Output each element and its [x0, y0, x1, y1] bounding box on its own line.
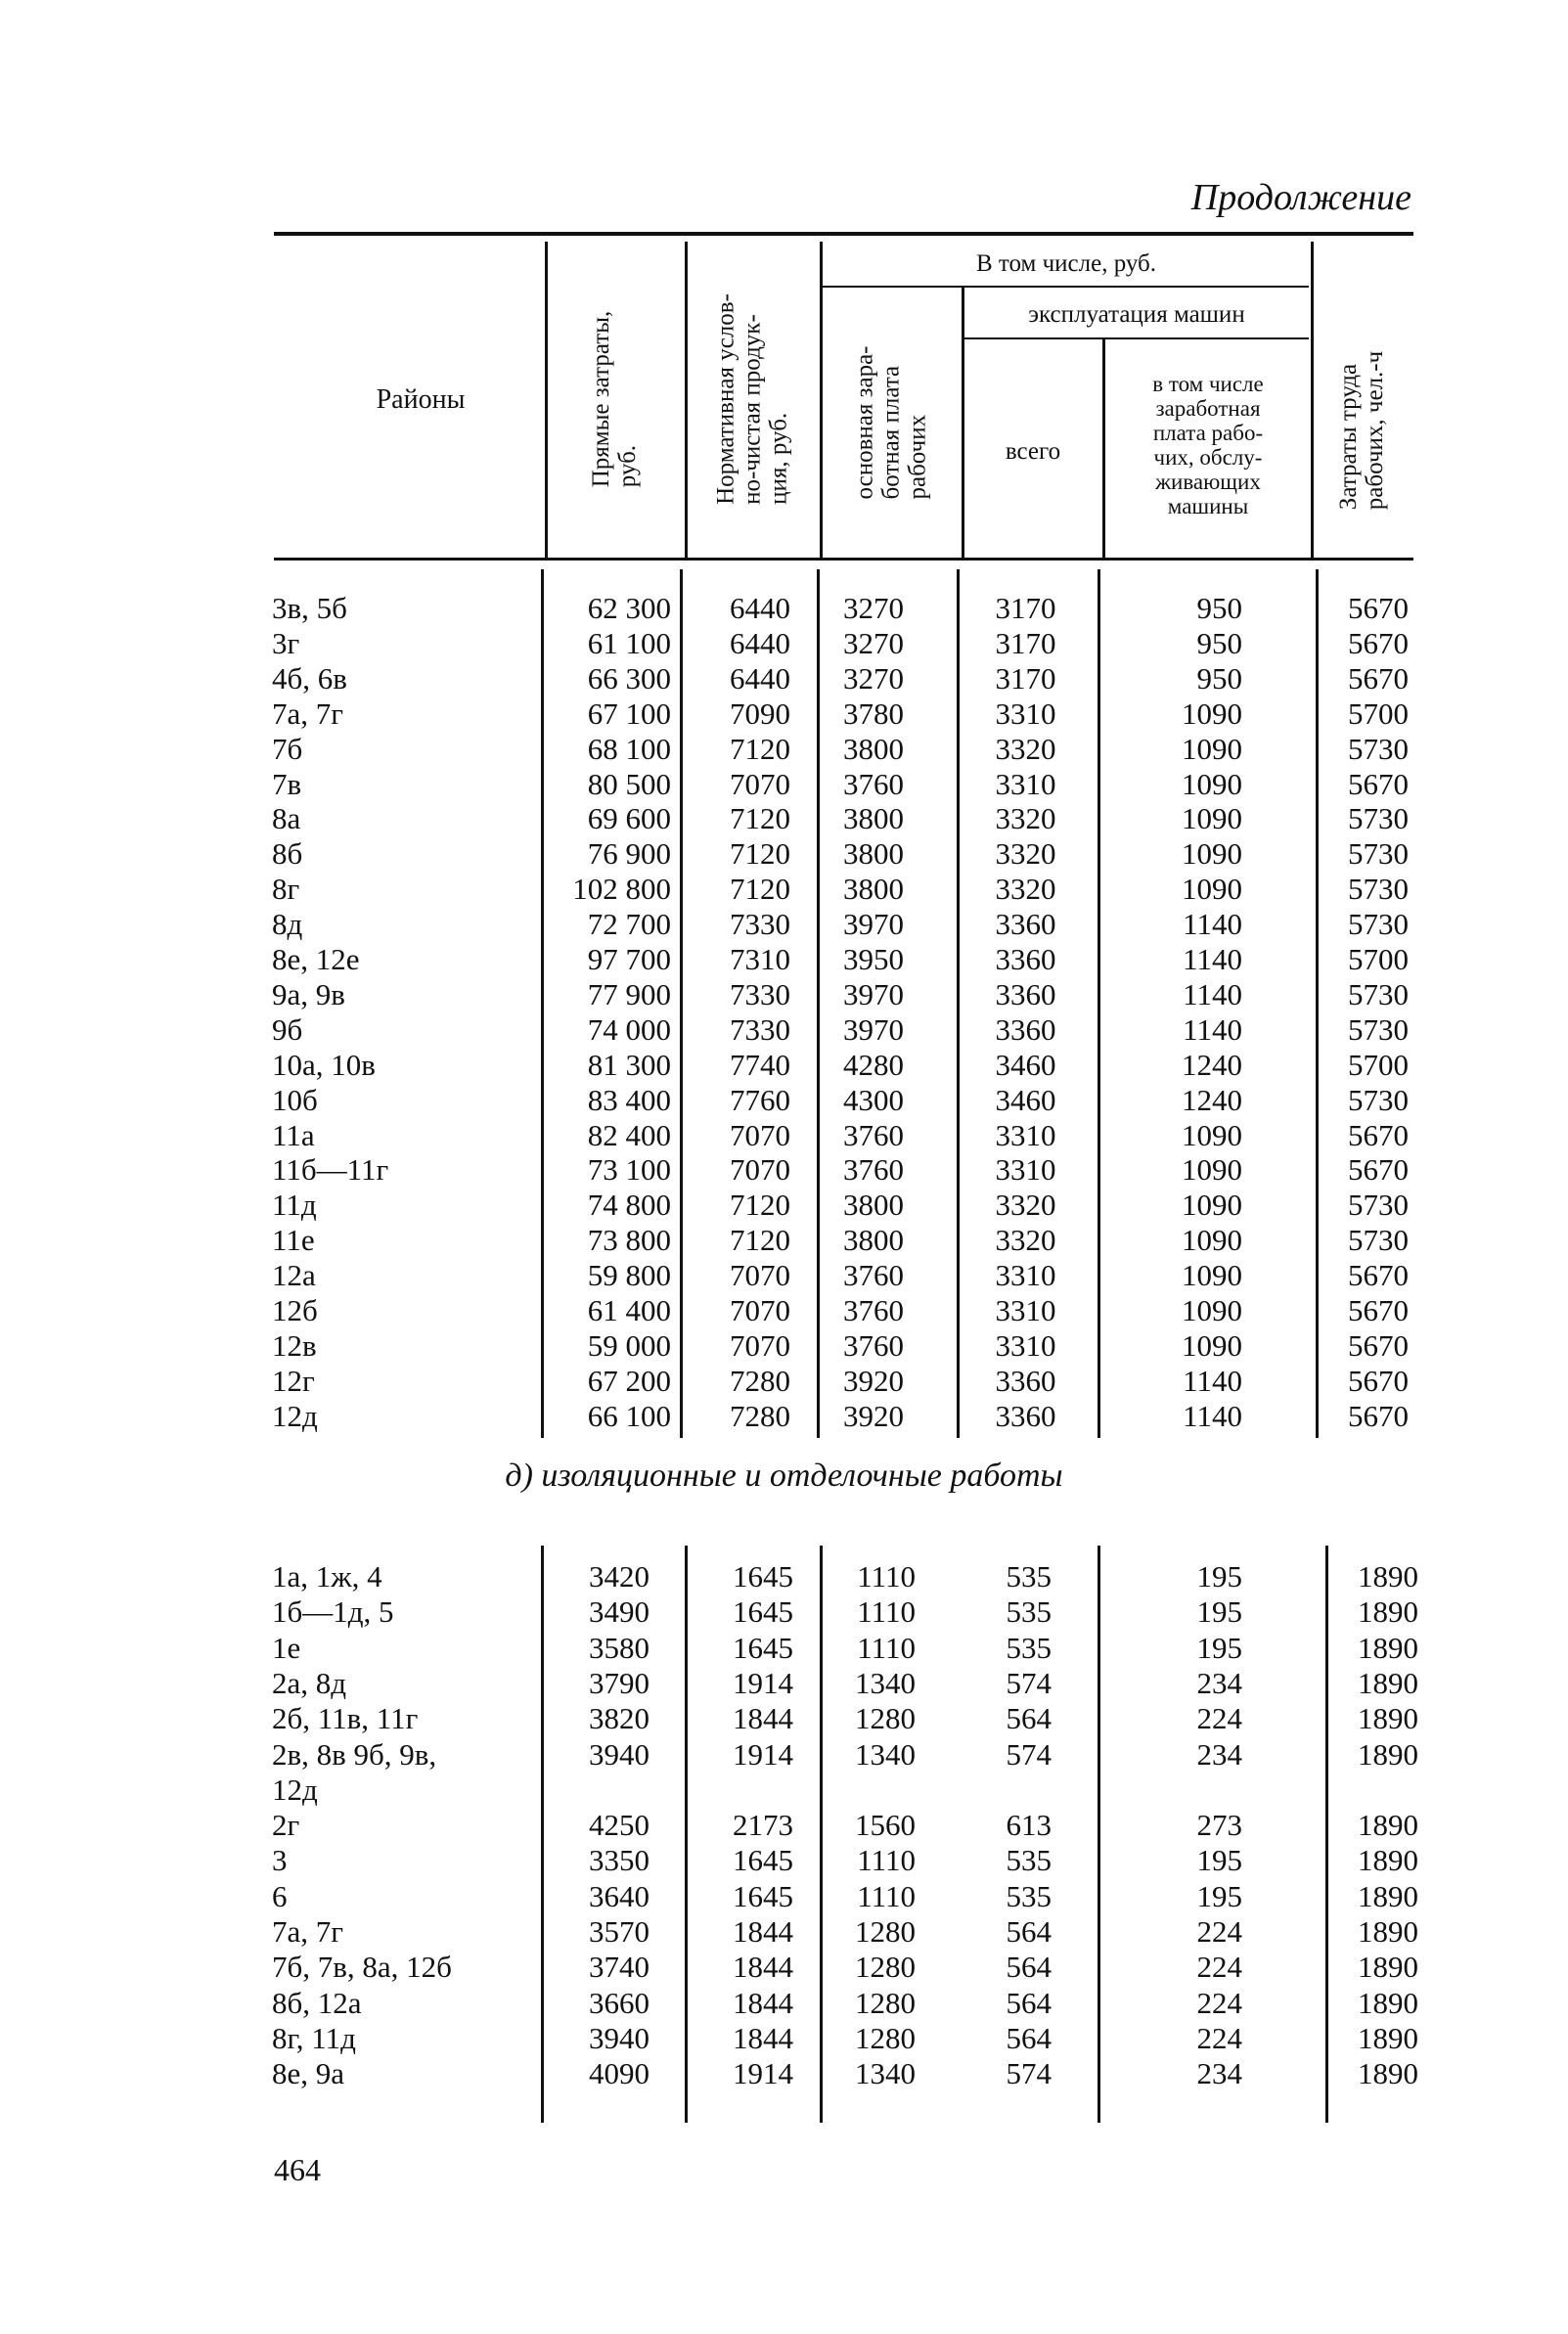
cell-normative: 1645: [733, 1594, 793, 1630]
cell-direct-costs: 66 100: [587, 1398, 671, 1433]
cell-direct-costs: 3350: [589, 1843, 650, 1878]
cell-basic-wage: 1110: [857, 1594, 916, 1630]
cell-machines-wage: 1090: [1182, 766, 1242, 801]
cell-normative: 7070: [730, 1293, 790, 1327]
cell-normative: 7740: [730, 1047, 790, 1082]
cell-basic-wage: 1110: [857, 1878, 916, 1913]
cell-direct-costs: 67 200: [587, 1363, 671, 1398]
cell-direct-costs: 69 600: [587, 801, 671, 836]
cell-direct-costs: 61 100: [587, 625, 671, 660]
cell-machines-total: 3310: [995, 766, 1056, 801]
cell-machines-total: 3310: [995, 1293, 1056, 1327]
cell-direct-costs: 61 400: [587, 1293, 671, 1327]
cell-normative: 1844: [733, 1985, 793, 2020]
cell-labor: 5730: [1348, 1188, 1409, 1223]
cell-basic-wage: 3800: [843, 836, 904, 872]
cell-machines-total: 3460: [995, 1047, 1056, 1082]
cell-normative: 7330: [730, 976, 790, 1011]
cell-machines-wage: 234: [1196, 2056, 1242, 2091]
cell-normative: 1645: [733, 1878, 793, 1913]
cell-basic-wage: 3800: [843, 731, 904, 766]
cell-basic-wage: 4300: [843, 1082, 904, 1117]
cell-normative: 6440: [730, 591, 790, 625]
cell-region: 8г, 11д: [272, 2020, 356, 2055]
cell-normative: 7120: [730, 836, 790, 872]
cell-region: 3: [272, 1843, 288, 1878]
cell-region: 4б, 6в: [272, 660, 347, 696]
cell-labor: 5670: [1348, 1258, 1409, 1293]
cell-basic-wage: 3270: [843, 591, 904, 625]
cell-machines-wage: 1240: [1182, 1047, 1242, 1082]
cell-direct-costs: 4250: [589, 1808, 650, 1843]
header-col-rule-4: [962, 288, 964, 558]
cell-normative: 7280: [730, 1363, 790, 1398]
header-labor: Затраты труда рабочих, чел.-ч: [1335, 350, 1388, 511]
cell-region: 12а: [272, 1258, 316, 1293]
machine-rule: [963, 337, 1309, 339]
cell-machines-wage: 1140: [1183, 976, 1242, 1011]
cell-normative: 2173: [733, 1808, 793, 1843]
cell-region: 11е: [272, 1223, 315, 1258]
cell-direct-costs: 77 900: [587, 976, 671, 1011]
cell-machines-wage: 195: [1196, 1630, 1242, 1665]
cell-region: 7б, 7в, 8а, 12б: [272, 1950, 452, 1985]
cell-direct-costs: 59 800: [587, 1258, 671, 1293]
cell-normative: 1645: [733, 1630, 793, 1665]
cell-direct-costs: 3420: [589, 1559, 650, 1593]
cell-machines-total: 574: [1006, 2056, 1052, 2091]
section-title: д) изоляционные и отделочные работы: [505, 1458, 1063, 1494]
cell-machines-wage: 273: [1196, 1808, 1242, 1843]
cell-normative: 1914: [733, 1665, 793, 1700]
header-col-rule-2: [685, 242, 688, 558]
cell-labor: 1890: [1358, 1985, 1418, 2020]
cell-region: 11д: [272, 1188, 317, 1223]
cell-machines-wage: 195: [1196, 1878, 1242, 1913]
cell-direct-costs: 3660: [589, 1985, 650, 2020]
cell-labor: 1890: [1358, 1559, 1418, 1593]
cell-region: 8а: [272, 801, 301, 836]
cell-machines-wage: 234: [1196, 1665, 1242, 1700]
cell-labor: 5670: [1348, 591, 1409, 625]
cell-labor: 5730: [1348, 1223, 1409, 1258]
cell-labor: 5730: [1348, 801, 1409, 836]
cell-machines-wage: 1090: [1182, 836, 1242, 872]
cell-labor: 5700: [1348, 942, 1409, 976]
cell-normative: 7330: [730, 1011, 790, 1047]
cell-region: 12д: [272, 1772, 318, 1807]
cell-labor: 1890: [1358, 1878, 1418, 1913]
cell-machines-total: 535: [1006, 1630, 1052, 1665]
cell-region: 7б: [272, 731, 303, 766]
cell-normative: 7120: [730, 801, 790, 836]
cell-basic-wage: 3760: [843, 1327, 904, 1363]
cell-basic-wage: 1110: [857, 1630, 916, 1665]
cell-machines-total: 3320: [995, 872, 1056, 907]
cell-labor: 5700: [1348, 1047, 1409, 1082]
cell-labor: 5730: [1348, 731, 1409, 766]
cell-basic-wage: 1280: [855, 1950, 916, 1985]
header-machine-operation: эксплуатация машин: [1028, 301, 1245, 328]
cell-labor: 1890: [1358, 1808, 1418, 1843]
cell-labor: 5670: [1348, 1398, 1409, 1433]
cell-machines-total: 3310: [995, 696, 1056, 731]
cell-machines-wage: 1090: [1182, 1152, 1242, 1188]
cell-machines-wage: 224: [1196, 1985, 1242, 2020]
cell-machines-wage: 224: [1196, 1701, 1242, 1736]
cell-machines-total: 564: [1006, 1985, 1052, 2020]
cell-basic-wage: 1280: [855, 1985, 916, 2020]
cell-machines-wage: 1090: [1182, 872, 1242, 907]
cell-direct-costs: 3490: [589, 1594, 650, 1630]
cell-region: 8г: [272, 872, 300, 907]
cell-region: 7а, 7г: [272, 1914, 343, 1949]
cell-direct-costs: 4090: [589, 2056, 650, 2091]
header-incl-wage: в том числе заработная плата рабо- чих, обслу- живающих машины: [1152, 372, 1264, 518]
cell-direct-costs: 59 000: [587, 1327, 671, 1363]
cell-direct-costs: 80 500: [587, 766, 671, 801]
cell-basic-wage: 3760: [843, 1152, 904, 1188]
cell-region: 10б: [272, 1082, 318, 1117]
cell-basic-wage: 3760: [843, 1258, 904, 1293]
cell-direct-costs: 97 700: [587, 942, 671, 976]
cell-machines-total: 3320: [995, 1223, 1056, 1258]
cell-normative: 7090: [730, 696, 790, 731]
cell-basic-wage: 3800: [843, 872, 904, 907]
cell-machines-wage: 950: [1196, 625, 1242, 660]
cell-machines-wage: 1090: [1182, 1258, 1242, 1293]
cell-machines-wage: 1140: [1183, 1363, 1242, 1398]
cell-machines-total: 3310: [995, 1327, 1056, 1363]
cell-machines-total: 3360: [995, 942, 1056, 976]
cell-machines-wage: 1090: [1182, 1293, 1242, 1327]
cell-direct-costs: 3940: [589, 1736, 650, 1772]
cell-basic-wage: 3920: [843, 1363, 904, 1398]
cell-labor: 1890: [1358, 1630, 1418, 1665]
cell-machines-total: 3360: [995, 1011, 1056, 1047]
cell-machines-total: 3320: [995, 731, 1056, 766]
cell-machines-wage: 195: [1196, 1843, 1242, 1878]
cell-basic-wage: 3950: [843, 942, 904, 976]
cell-direct-costs: 3790: [589, 1665, 650, 1700]
cell-direct-costs: 72 700: [587, 907, 671, 942]
cell-machines-total: 3320: [995, 801, 1056, 836]
cell-region: 8б: [272, 836, 303, 872]
cell-region: 7в: [272, 766, 302, 801]
cell-machines-total: 3170: [995, 625, 1056, 660]
cell-normative: 1645: [733, 1843, 793, 1878]
cell-direct-costs: 66 300: [587, 660, 671, 696]
cell-labor: 5670: [1348, 1293, 1409, 1327]
cell-normative: 7120: [730, 1188, 790, 1223]
cell-direct-costs: 3740: [589, 1950, 650, 1985]
cell-machines-wage: 1140: [1183, 1011, 1242, 1047]
cell-basic-wage: 4280: [843, 1047, 904, 1082]
cell-basic-wage: 1280: [855, 1914, 916, 1949]
cell-region: 12в: [272, 1327, 317, 1363]
cell-normative: 7120: [730, 1223, 790, 1258]
cell-labor: 1890: [1358, 2020, 1418, 2055]
cell-basic-wage: 3760: [843, 766, 904, 801]
cell-basic-wage: 3760: [843, 1293, 904, 1327]
cell-normative: 7280: [730, 1398, 790, 1433]
cell-direct-costs: 81 300: [587, 1047, 671, 1082]
cell-labor: 5730: [1348, 1011, 1409, 1047]
cell-labor: 5730: [1348, 872, 1409, 907]
cell-machines-wage: 224: [1196, 2020, 1242, 2055]
cell-machines-total: 3310: [995, 1152, 1056, 1188]
cell-machines-total: 3460: [995, 1082, 1056, 1117]
cell-normative: 7070: [730, 1152, 790, 1188]
cell-region: 2а, 8д: [272, 1665, 347, 1700]
cell-region: 11б—11г: [272, 1152, 389, 1188]
header-regions: Районы: [376, 384, 466, 415]
cell-machines-wage: 1140: [1183, 942, 1242, 976]
header-normative-product: Нормативная услов- но-чистая продук- ция, руб.: [712, 293, 792, 505]
cell-labor: 1890: [1358, 2056, 1418, 2091]
cell-normative: 7070: [730, 1258, 790, 1293]
cell-machines-total: 535: [1006, 1559, 1052, 1593]
cell-basic-wage: 1110: [857, 1559, 916, 1593]
cell-normative: 1844: [733, 1950, 793, 1985]
cell-region: 9а, 9в: [272, 976, 345, 1011]
cell-region: 3г: [272, 625, 300, 660]
cell-normative: 6440: [730, 625, 790, 660]
cell-machines-total: 564: [1006, 1701, 1052, 1736]
cell-labor: 1890: [1358, 1914, 1418, 1949]
cell-labor: 5670: [1348, 1117, 1409, 1152]
cell-direct-costs: 62 300: [587, 591, 671, 625]
cell-machines-wage: 1140: [1183, 907, 1242, 942]
cell-machines-total: 3360: [995, 1398, 1056, 1433]
cell-direct-costs: 73 800: [587, 1223, 671, 1258]
header-bottom-rule: [274, 558, 1413, 561]
cell-normative: 7070: [730, 766, 790, 801]
cell-direct-costs: 74 800: [587, 1188, 671, 1223]
cell-machines-total: 564: [1006, 2020, 1052, 2055]
cell-direct-costs: 83 400: [587, 1082, 671, 1117]
cell-direct-costs: 3570: [589, 1914, 650, 1949]
cell-machines-wage: 224: [1196, 1914, 1242, 1949]
cell-machines-total: 3360: [995, 1363, 1056, 1398]
cell-normative: 6440: [730, 660, 790, 696]
cell-region: 2в, 8в 9б, 9в,: [272, 1736, 437, 1772]
cell-basic-wage: 1340: [855, 1736, 916, 1772]
cell-normative: 1914: [733, 1736, 793, 1772]
cell-labor: 5730: [1348, 1082, 1409, 1117]
cell-machines-wage: 950: [1196, 591, 1242, 625]
cell-region: 1е: [272, 1630, 301, 1665]
cell-machines-total: 3310: [995, 1117, 1056, 1152]
cell-direct-costs: 3820: [589, 1701, 650, 1736]
cell-normative: 1645: [733, 1559, 793, 1593]
top-rule: [274, 232, 1413, 236]
cell-machines-wage: 1090: [1182, 1223, 1242, 1258]
cell-region: 3в, 5б: [272, 591, 347, 625]
including-rule: [820, 286, 1309, 288]
cell-machines-wage: 195: [1196, 1594, 1242, 1630]
cell-basic-wage: 1110: [857, 1843, 916, 1878]
cell-machines-total: 574: [1006, 1665, 1052, 1700]
cell-machines-total: 535: [1006, 1594, 1052, 1630]
cell-labor: 5670: [1348, 766, 1409, 801]
cell-normative: 1844: [733, 1701, 793, 1736]
header-including: В том числе, руб.: [975, 250, 1157, 277]
cell-machines-wage: 195: [1196, 1559, 1242, 1593]
cell-labor: 1890: [1358, 1736, 1418, 1772]
cell-machines-total: 3320: [995, 1188, 1056, 1223]
cell-region: 11а: [272, 1117, 315, 1152]
cell-normative: 7760: [730, 1082, 790, 1117]
cell-machines-total: 3320: [995, 836, 1056, 872]
cell-machines-wage: 1090: [1182, 1188, 1242, 1223]
cell-machines-wage: 234: [1196, 1736, 1242, 1772]
cell-normative: 7310: [730, 942, 790, 976]
cell-labor: 1890: [1358, 1950, 1418, 1985]
header-col-rule-3: [820, 242, 823, 558]
cell-normative: 1844: [733, 2020, 793, 2055]
cell-normative: 7070: [730, 1117, 790, 1152]
cell-machines-total: 535: [1006, 1878, 1052, 1913]
cell-machines-total: 3170: [995, 591, 1056, 625]
page-number: 464: [274, 2152, 321, 2187]
cell-direct-costs: 74 000: [587, 1011, 671, 1047]
cell-machines-total: 564: [1006, 1950, 1052, 1985]
cell-direct-costs: 68 100: [587, 731, 671, 766]
cell-basic-wage: 3970: [843, 907, 904, 942]
cell-labor: 5670: [1348, 1363, 1409, 1398]
cell-region: 1б—1д, 5: [272, 1594, 394, 1630]
cell-region: 12г: [272, 1363, 315, 1398]
cell-labor: 5730: [1348, 976, 1409, 1011]
cell-direct-costs: 67 100: [587, 696, 671, 731]
cell-normative: 7070: [730, 1327, 790, 1363]
cell-machines-wage: 1090: [1182, 731, 1242, 766]
cell-basic-wage: 3800: [843, 1223, 904, 1258]
cell-machines-total: 3170: [995, 660, 1056, 696]
cell-labor: 5700: [1348, 696, 1409, 731]
cell-machines-wage: 950: [1196, 660, 1242, 696]
cell-direct-costs: 3580: [589, 1630, 650, 1665]
cell-labor: 1890: [1358, 1701, 1418, 1736]
cell-normative: 7120: [730, 731, 790, 766]
cell-basic-wage: 3800: [843, 1188, 904, 1223]
cell-labor: 5670: [1348, 625, 1409, 660]
cell-labor: 5670: [1348, 660, 1409, 696]
cell-normative: 7330: [730, 907, 790, 942]
cell-normative: 1844: [733, 1914, 793, 1949]
cell-direct-costs: 82 400: [587, 1117, 671, 1152]
cell-machines-total: 574: [1006, 1736, 1052, 1772]
cell-basic-wage: 3970: [843, 976, 904, 1011]
cell-labor: 5670: [1348, 1152, 1409, 1188]
cell-machines-wage: 1090: [1182, 801, 1242, 836]
cell-basic-wage: 3920: [843, 1398, 904, 1433]
cell-machines-total: 613: [1006, 1808, 1052, 1843]
cell-direct-costs: 102 800: [572, 872, 671, 907]
cell-basic-wage: 1560: [855, 1808, 916, 1843]
cell-basic-wage: 3760: [843, 1117, 904, 1152]
cell-normative: 7120: [730, 872, 790, 907]
cell-machines-total: 3310: [995, 1258, 1056, 1293]
cell-region: 9б: [272, 1011, 303, 1047]
cell-machines-wage: 1090: [1182, 1117, 1242, 1152]
cell-labor: 5670: [1348, 1327, 1409, 1363]
cell-basic-wage: 3270: [843, 625, 904, 660]
cell-basic-wage: 1280: [855, 1701, 916, 1736]
cell-machines-total: 3360: [995, 907, 1056, 942]
cell-basic-wage: 1280: [855, 2020, 916, 2055]
cell-basic-wage: 1340: [855, 1665, 916, 1700]
cell-machines-total: 3360: [995, 976, 1056, 1011]
header-col-rule-1: [545, 242, 548, 558]
cell-basic-wage: 1340: [855, 2056, 916, 2091]
cell-labor: 5730: [1348, 836, 1409, 872]
cell-direct-costs: 73 100: [587, 1152, 671, 1188]
cell-machines-wage: 1240: [1182, 1082, 1242, 1117]
cell-labor: 5730: [1348, 907, 1409, 942]
cell-labor: 1890: [1358, 1594, 1418, 1630]
cell-region: 1а, 1ж, 4: [272, 1559, 382, 1593]
cell-machines-wage: 1090: [1182, 1327, 1242, 1363]
cell-normative: 1914: [733, 2056, 793, 2091]
cell-machines-wage: 224: [1196, 1950, 1242, 1985]
cell-region: 7а, 7г: [272, 696, 343, 731]
cell-machines-total: 535: [1006, 1843, 1052, 1878]
cell-basic-wage: 3800: [843, 801, 904, 836]
cell-labor: 1890: [1358, 1665, 1418, 1700]
cell-region: 12д: [272, 1398, 318, 1433]
cell-machines-total: 564: [1006, 1914, 1052, 1949]
cell-direct-costs: 3940: [589, 2020, 650, 2055]
cell-basic-wage: 3270: [843, 660, 904, 696]
cell-region: 2б, 11в, 11г: [272, 1701, 419, 1736]
header-col-rule-6: [1311, 242, 1314, 558]
header-total: всего: [1005, 438, 1061, 465]
cell-region: 6: [272, 1878, 288, 1913]
cell-basic-wage: 3970: [843, 1011, 904, 1047]
cell-region: 8б, 12а: [272, 1985, 362, 2020]
cell-region: 8е, 12е: [272, 942, 360, 976]
header-basic-wage: основная зара- ботная плата рабочих: [851, 345, 931, 500]
cell-region: 8е, 9а: [272, 2056, 345, 2091]
cell-region: 8д: [272, 907, 303, 942]
cell-direct-costs: 3640: [589, 1878, 650, 1913]
cell-direct-costs: 76 900: [587, 836, 671, 872]
cell-region: 10а, 10в: [272, 1047, 376, 1082]
cell-basic-wage: 3780: [843, 696, 904, 731]
cell-region: 12б: [272, 1293, 318, 1327]
continuation-label: Продолжение: [1190, 177, 1411, 218]
cell-machines-wage: 1140: [1183, 1398, 1242, 1433]
cell-labor: 1890: [1358, 1843, 1418, 1878]
cell-region: 2г: [272, 1808, 300, 1843]
header-direct-costs: Прямые затраты, руб.: [588, 310, 641, 488]
cell-machines-wage: 1090: [1182, 696, 1242, 731]
